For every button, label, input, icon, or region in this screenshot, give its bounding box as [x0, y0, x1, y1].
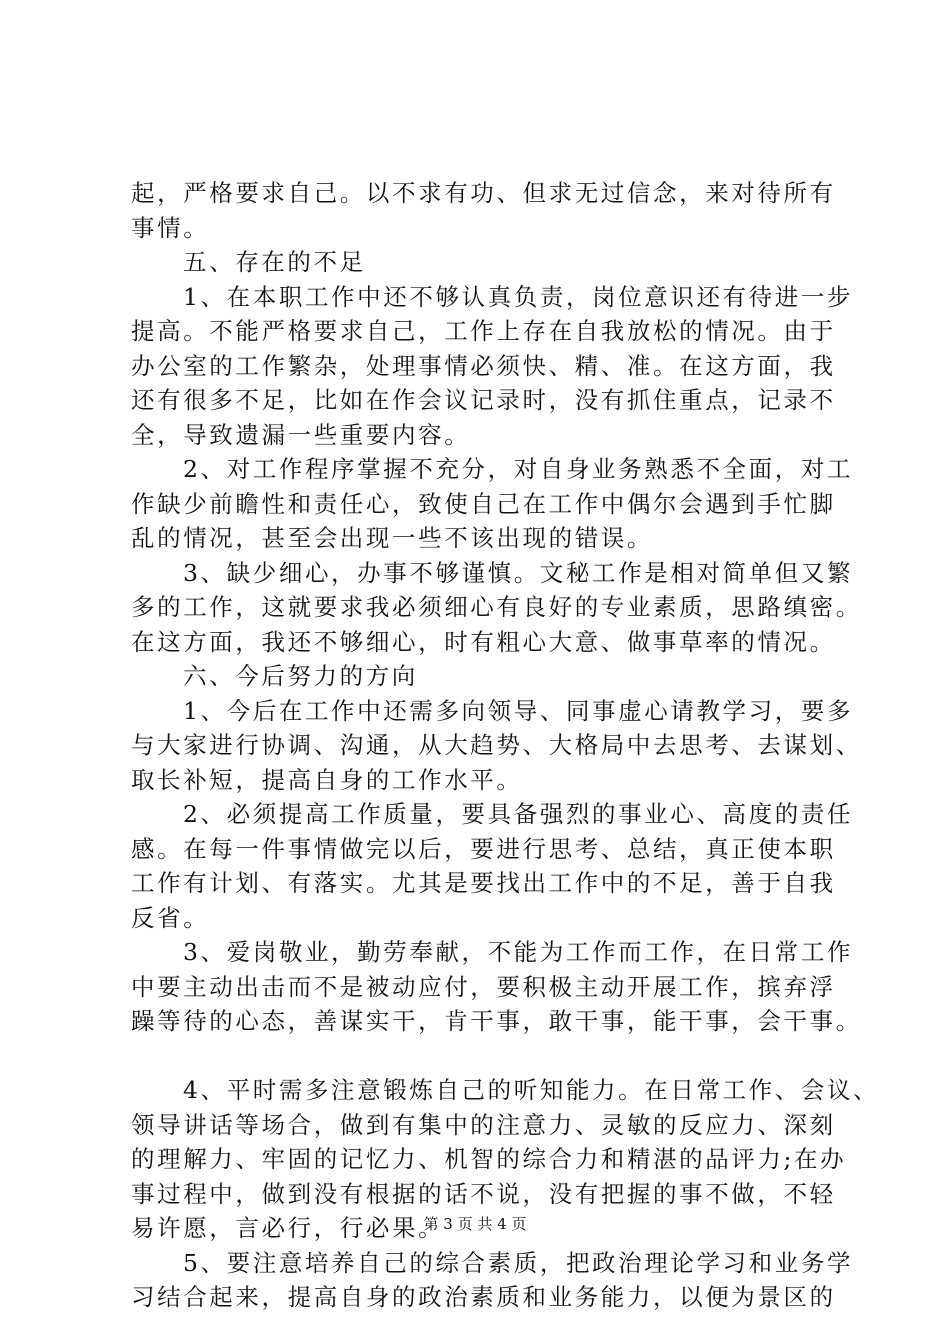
text-line: 反省。: [131, 903, 210, 932]
text-line: 多的工作，这就要求我必须细心有良好的专业素质，思路缜密。: [131, 593, 862, 621]
text-line: 易许愿，言必行，行必果。: [131, 1214, 445, 1242]
text-line: 1、今后在工作中还需多向领导、同事虚心请教学习，要多: [183, 696, 854, 725]
text-line: 5、要注意培养自己的综合素质，把政治理论学习和业务学: [183, 1248, 854, 1277]
document-body: [131, 176, 880, 1315]
text-line: 的理解力、牢固的记忆力、机智的综合力和精湛的品评力;在办: [131, 1145, 847, 1173]
text-line: 工作有计划、有落实。尤其是要找出工作中的不足，善于自我: [131, 869, 836, 897]
text-line: 事过程中，做到没有根据的话不说，没有把握的事不做，不轻: [131, 1179, 836, 1208]
text-line: 六、今后努力的方向: [183, 662, 418, 690]
text-line: 起，严格要求自己。以不求有功、但求无过信念，来对待所有: [131, 179, 836, 207]
text-line: 3、缺少细心，办事不够谨慎。文秘工作是相对简单但又繁: [183, 558, 854, 587]
text-line: 办公室的工作繁杂，处理事情必须快、精、准。在这方面，我: [131, 351, 836, 380]
text-line: 提高。不能严格要求自己，工作上存在自我放松的情况。由于: [131, 317, 836, 345]
text-line: 取长补短，提高自身的工作水平。: [131, 765, 523, 794]
text-line: 中要主动出击而不是被动应付，要积极主动开展工作，摈弃浮: [131, 972, 836, 1001]
text-line: 3、爱岗敬业，勤劳奉献，不能为工作而工作，在日常工作: [183, 938, 854, 966]
text-line: 还有很多不足，比如在作会议记录时，没有抓住重点，记录不: [131, 386, 836, 414]
text-line: 习结合起来，提高自身的政治素质和业务能力，以便为景区的: [131, 1283, 836, 1311]
text-line: 事情。: [131, 213, 210, 242]
text-line: 躁等待的心态，善谋实干，肯干事，敢干事，能干事，会干事。: [131, 1007, 862, 1035]
text-line: 1、在本职工作中还不够认真负责，岗位意识还有待进一步: [183, 282, 854, 311]
text-line: 4、平时需多注意锻炼自己的听知能力。在日常工作、会议、: [183, 1076, 880, 1104]
text-line: 与大家进行协调、沟通，从大趋势、大格局中去思考、去谋划、: [131, 731, 862, 759]
text-line: 乱的情况，甚至会出现一些不该出现的错误。: [131, 524, 653, 552]
text-line: 五、存在的不足: [183, 248, 366, 276]
text-line: 2、必须提高工作质量，要具备强烈的事业心、高度的责任: [183, 800, 854, 828]
text-line: 全，导致遗漏一些重要内容。: [131, 420, 471, 449]
page-footer: 第 3 页 共 4 页: [423, 1215, 527, 1233]
text-line: 领导讲话等场合，做到有集中的注意力、灵敏的反应力、深刻: [131, 1110, 836, 1139]
text-line: 在这方面，我还不够细心，时有粗心大意、做事草率的情况。: [131, 627, 836, 656]
blank-line: [131, 1039, 826, 1074]
text-line: 2、对工作程序掌握不充分，对自身业务熟悉不全面，对工: [183, 455, 854, 483]
text-line: 感。在每一件事情做完以后，要进行思考、总结，真正使本职: [131, 834, 836, 863]
text-line: 作缺少前瞻性和责任心，致使自己在工作中偶尔会遇到手忙脚: [131, 489, 836, 518]
